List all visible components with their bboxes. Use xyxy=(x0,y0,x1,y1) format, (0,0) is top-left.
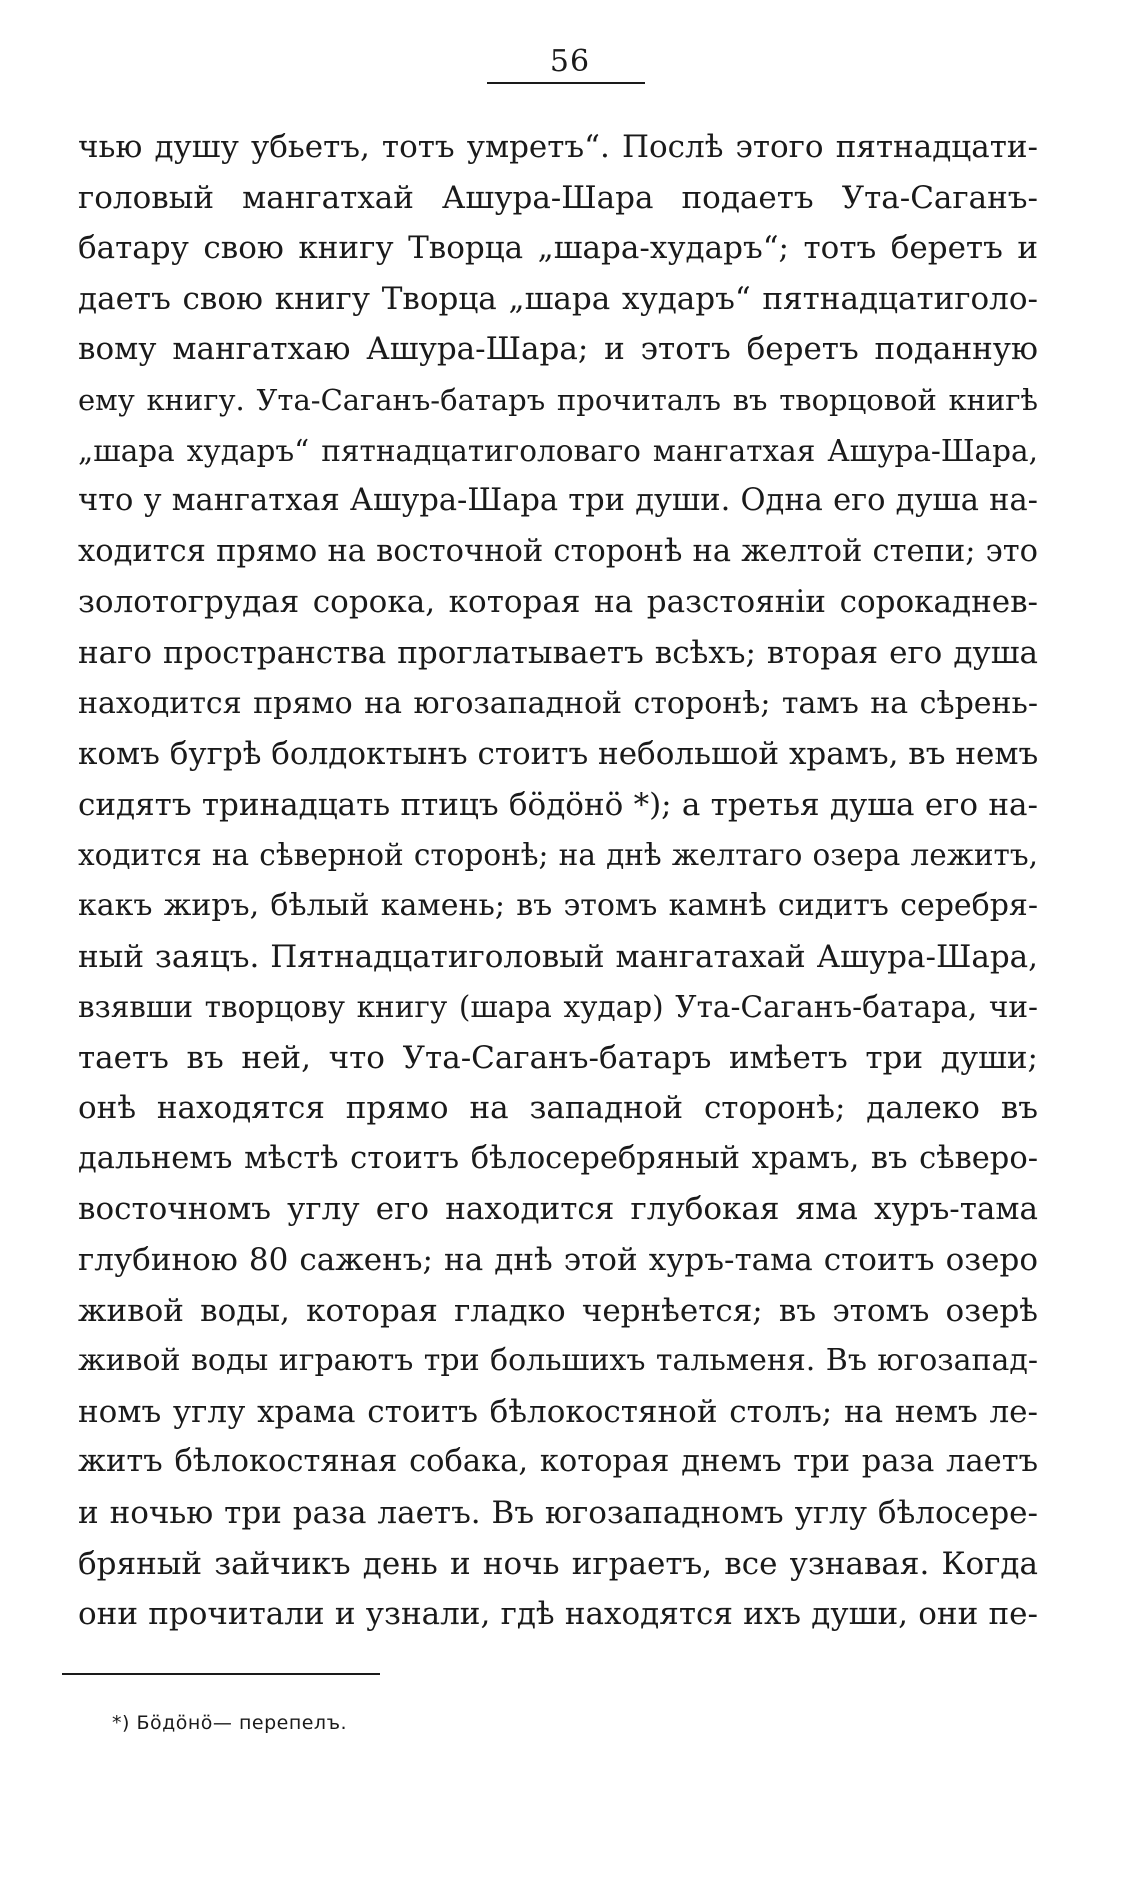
text-line: взявши творцову книгу (шара худар) Ута-Саганъ-батара, чи- xyxy=(78,990,1038,1025)
text-line: номъ углу храма стоитъ бѣлокостяной столъ; на немъ ле- xyxy=(78,1393,1038,1430)
text-line: батару свою книгу Творца „шара-хударъ“; тотъ беретъ и xyxy=(78,230,1038,267)
text-line: головый мангатхай Ашура-Шара подаетъ Ута-Саганъ- xyxy=(78,179,1038,216)
text-line: живой воды, которая гладко чернѣется; въ этомъ озерѣ xyxy=(78,1292,1038,1329)
text-line: восточномъ углу его находится глубокая яма хуръ-тама xyxy=(78,1191,1038,1228)
text-line: „шара хударъ“ пятнадцатиголоваго мангатхая Ашура-Шара, xyxy=(78,433,1038,468)
text-line: комъ бугрѣ болдоктынъ стоитъ небольшой храмъ, въ немъ xyxy=(78,736,1039,773)
text-line: золотогрудая сорока, которая на разстояніи сорокаднев- xyxy=(78,584,1038,621)
text-line: ему книгу. Ута-Саганъ-батаръ прочиталъ въ творцовой книгѣ xyxy=(78,382,1038,417)
text-line: таетъ въ ней, что Ута-Саганъ-батаръ имѣетъ три души; xyxy=(78,1039,1038,1076)
text-line: житъ бѣлокостяная собака, которая днемъ три раза лаетъ xyxy=(78,1444,1038,1480)
text-line: чью душу убьетъ, тотъ умретъ“. Послѣ этого пятнадцати- xyxy=(78,129,1038,165)
text-line: глубиною 80 саженъ; на днѣ этой хуръ-тама стоитъ озеро xyxy=(78,1242,1038,1279)
page-number-rule xyxy=(487,82,645,84)
text-line: и ночью три раза лаетъ. Въ югозападномъ углу бѣлосере- xyxy=(78,1495,1038,1532)
text-line: даетъ свою книгу Творца „шара хударъ“ пятнадцатиголо- xyxy=(78,280,1038,317)
text-line: что у мангатхая Ашура-Шара три души. Одна его душа на- xyxy=(78,483,1038,519)
text-line: дальнемъ мѣстѣ стоитъ бѣлосеребряный храмъ, въ сѣверо- xyxy=(78,1140,1038,1176)
text-line: находится прямо на югозападной сторонѣ; тамъ на сѣрень- xyxy=(78,685,1038,721)
text-line: онѣ находятся прямо на западной сторонѣ; далеко въ xyxy=(78,1090,1038,1127)
footnote: *) Бӧдӧнӧ— перепелъ. xyxy=(112,1712,348,1734)
text-line: сидятъ тринадцать птицъ бӧдӧнӧ *); а третья душа его на- xyxy=(78,786,1038,823)
body-text xyxy=(78,122,1038,1640)
footnote-rule xyxy=(62,1673,380,1675)
text-line: ный заяцъ. Пятнадцатиголовый мангатахай Ашура-Шара, xyxy=(78,938,1038,975)
page-number: 56 xyxy=(549,44,591,79)
text-line: они прочитали и узнали, гдѣ находятся ихъ души, они пе- xyxy=(78,1596,1038,1633)
text-line: бряный зайчикъ день и ночь играетъ, все узнавая. Когда xyxy=(78,1545,1038,1582)
text-line: вому мангатхаю Ашура-Шара; и этотъ беретъ поданную xyxy=(78,331,1038,368)
text-line: какъ жиръ, бѣлый камень; въ этомъ камнѣ сидитъ серебря- xyxy=(78,887,1038,923)
text-line: живой воды играютъ три большихъ тальменя. Въ югозапад- xyxy=(78,1343,1038,1379)
text-line: ходится прямо на восточной сторонѣ на желтой степи; это xyxy=(78,533,1038,569)
text-line: ходится на сѣверной сторонѣ; на днѣ желтаго озера лежитъ, xyxy=(78,838,1038,873)
text-line: наго пространства проглатываетъ всѣхъ; вторая его душа xyxy=(78,634,1038,671)
